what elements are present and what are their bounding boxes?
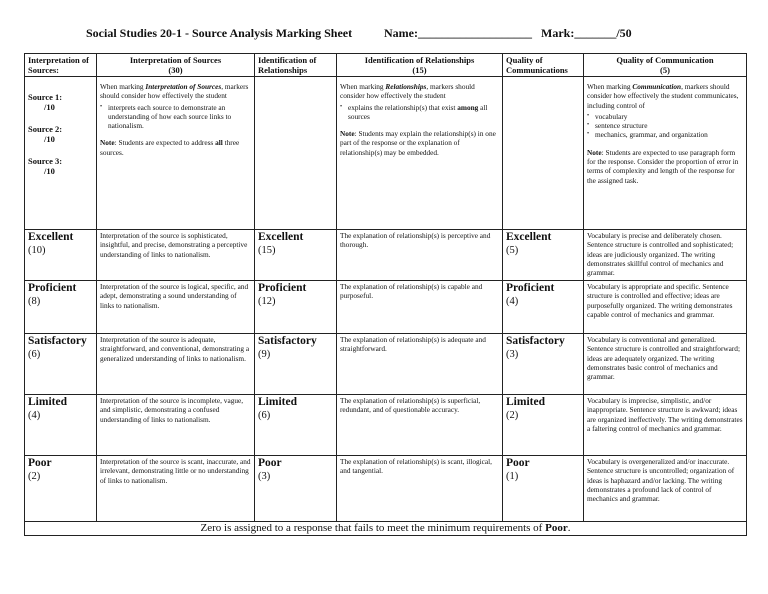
level-row-proficient xyxy=(25,281,747,334)
relationships-descriptor: The explanation of relationship(s) is adequate and straightforward. xyxy=(337,334,503,395)
source-scores-cell xyxy=(25,77,97,230)
communication-label-blank xyxy=(503,77,584,230)
level-label-limited: Limited (4) xyxy=(25,395,97,456)
interpretation-descriptor: Interpretation of the source is sophisticated, insightful, and precise, demonstrating a perceptive understanding of links to nationalism. xyxy=(97,230,255,281)
zero-score-note: Zero is assigned to a response that fails to meet the minimum requirements of Poor. xyxy=(25,522,747,536)
relationships-descriptor: The explanation of relationship(s) is capable and purposeful. xyxy=(337,281,503,334)
relationships-guidance xyxy=(337,77,503,230)
communication-level-label: Excellent (5) xyxy=(503,230,584,281)
communication-level-label: Poor (1) xyxy=(503,456,584,522)
communication-descriptor: Vocabulary is overgeneralized and/or inaccurate. Sentence structure is uncontrolled; organization of ideas is haphazard and/or lacking. The writing demonstrates a profound lack of control of mechanics and grammar. xyxy=(584,456,747,522)
document-title: Social Studies 20-1 - Source Analysis Marking Sheet xyxy=(86,26,353,40)
level-row-excellent xyxy=(25,230,747,281)
communication-bullet-vocabulary: • vocabulary xyxy=(587,112,743,121)
communication-guidance-note: Note: Students are expected to use paragraph form for the response. Consider the proportion of error in terms of complexity and length of the response for the assigned task. xyxy=(587,147,739,185)
relationships-level-label: Proficient (12) xyxy=(255,281,337,334)
source-2-score: Source 2: /10 xyxy=(28,124,63,144)
level-row-poor xyxy=(25,456,747,522)
relationships-guidance-intro: When marking Relationships, markers should consider how effectively the student xyxy=(340,82,475,101)
header-identification-of-relationships-label: Identification of Relationships xyxy=(255,54,337,77)
footer-row xyxy=(25,522,747,536)
relationships-label-blank xyxy=(255,77,337,230)
interpretation-descriptor: Interpretation of the source is logical, specific, and adept, demonstrating a sound understanding of links to nationalism. xyxy=(97,281,255,334)
interpretation-descriptor: Interpretation of the source is adequate, straightforward, and conventional, demonstrating a generalized understanding of links to nationalism. xyxy=(97,334,255,395)
interpretation-guidance-note: Note: Students are expected to address all three sources. xyxy=(100,138,240,157)
header-identification-of-relationships: Identification of Relationships (15) xyxy=(337,54,503,77)
header-interpretation-of-sources-label: Interpretation of Sources: xyxy=(25,54,97,77)
relationships-level-label: Excellent (15) xyxy=(255,230,337,281)
guidance-row xyxy=(25,77,747,230)
communication-level-label: Limited (2) xyxy=(503,395,584,456)
relationships-level-label: Limited (6) xyxy=(255,395,337,456)
interpretation-guidance xyxy=(97,77,255,230)
interpretation-guidance-intro: When marking Interpretation of Sources, markers should consider how effectively the student xyxy=(100,82,249,101)
relationships-guidance-bullet: • explains the relationship(s) that exist among all sources xyxy=(340,103,499,122)
header-interpretation-of-sources: Interpretation of Sources (30) xyxy=(97,54,255,77)
communication-level-label: Proficient (4) xyxy=(503,281,584,334)
communication-bullet-mechanics: • mechanics, grammar, and organization xyxy=(587,130,743,139)
relationships-level-label: Poor (3) xyxy=(255,456,337,522)
name-field: Name:___________________ xyxy=(384,26,532,40)
relationships-guidance-note: Note: Students may explain the relationship(s) in one part of the response or the explanation of relationship(s) may be embedded. xyxy=(340,129,496,157)
marking-rubric-table xyxy=(24,53,747,536)
relationships-descriptor: The explanation of relationship(s) is scant, illogical, and tangential. xyxy=(337,456,503,522)
interpretation-descriptor: Interpretation of the source is scant, inaccurate, and irrelevant, demonstrating little or no understanding of links to nationalism. xyxy=(97,456,255,522)
relationships-descriptor: The explanation of relationship(s) is perceptive and thorough. xyxy=(337,230,503,281)
level-row-limited xyxy=(25,395,747,456)
communication-descriptor: Vocabulary is conventional and generalized. Sentence structure is controlled and straightforward; ideas are adequately organized. The writing demonstrates basic control of mechanics and grammar. xyxy=(584,334,747,395)
source-3-score: Source 3: /10 xyxy=(28,156,63,176)
column-header-row xyxy=(25,54,747,77)
level-label-satisfactory: Satisfactory (6) xyxy=(25,334,97,395)
communication-guidance-intro: When marking Communication, markers should consider how effectively the student communicates, including control of xyxy=(587,82,739,110)
interpretation-descriptor: Interpretation of the source is incomplete, vague, and simplistic, demonstrating a confused understanding of links to nationalism. xyxy=(97,395,255,456)
header-quality-of-communication: Quality of Communication (5) xyxy=(584,54,747,77)
communication-bullet-sentence-structure: • sentence structure xyxy=(587,121,743,130)
communication-descriptor: Vocabulary is appropriate and specific. Sentence structure is controlled and effective; ideas are purposefully organized. The writing demonstrates capable control of mechanics and grammar. xyxy=(584,281,747,334)
relationships-level-label: Satisfactory (9) xyxy=(255,334,337,395)
mark-field: Mark:_______/50 xyxy=(541,26,632,40)
communication-descriptor: Vocabulary is imprecise, simplistic, and/or inappropriate. Sentence structure is awkward; ideas are organized ineffectively. The writing demonstrates a faltering control of mechanics and grammar. xyxy=(584,395,747,456)
communication-guidance xyxy=(584,77,747,230)
level-label-proficient: Proficient (8) xyxy=(25,281,97,334)
level-label-poor: Poor (2) xyxy=(25,456,97,522)
communication-level-label: Satisfactory (3) xyxy=(503,334,584,395)
source-1-score: Source 1: /10 xyxy=(28,92,63,112)
level-row-satisfactory xyxy=(25,334,747,395)
interpretation-guidance-bullet: • interprets each source to demonstrate an understanding of how each source links to nationalism. xyxy=(100,103,251,131)
page-header xyxy=(0,26,768,42)
communication-descriptor: Vocabulary is precise and deliberately chosen. Sentence structure is controlled and sophisticated; ideas are judiciously organized. The writing demonstrates skillful control of mechanics and grammar. xyxy=(584,230,747,281)
relationships-descriptor: The explanation of relationship(s) is superficial, redundant, and of questionable accuracy. xyxy=(337,395,503,456)
header-quality-of-communications-label: Quality of Communications xyxy=(503,54,584,77)
level-label-excellent: Excellent (10) xyxy=(25,230,97,281)
